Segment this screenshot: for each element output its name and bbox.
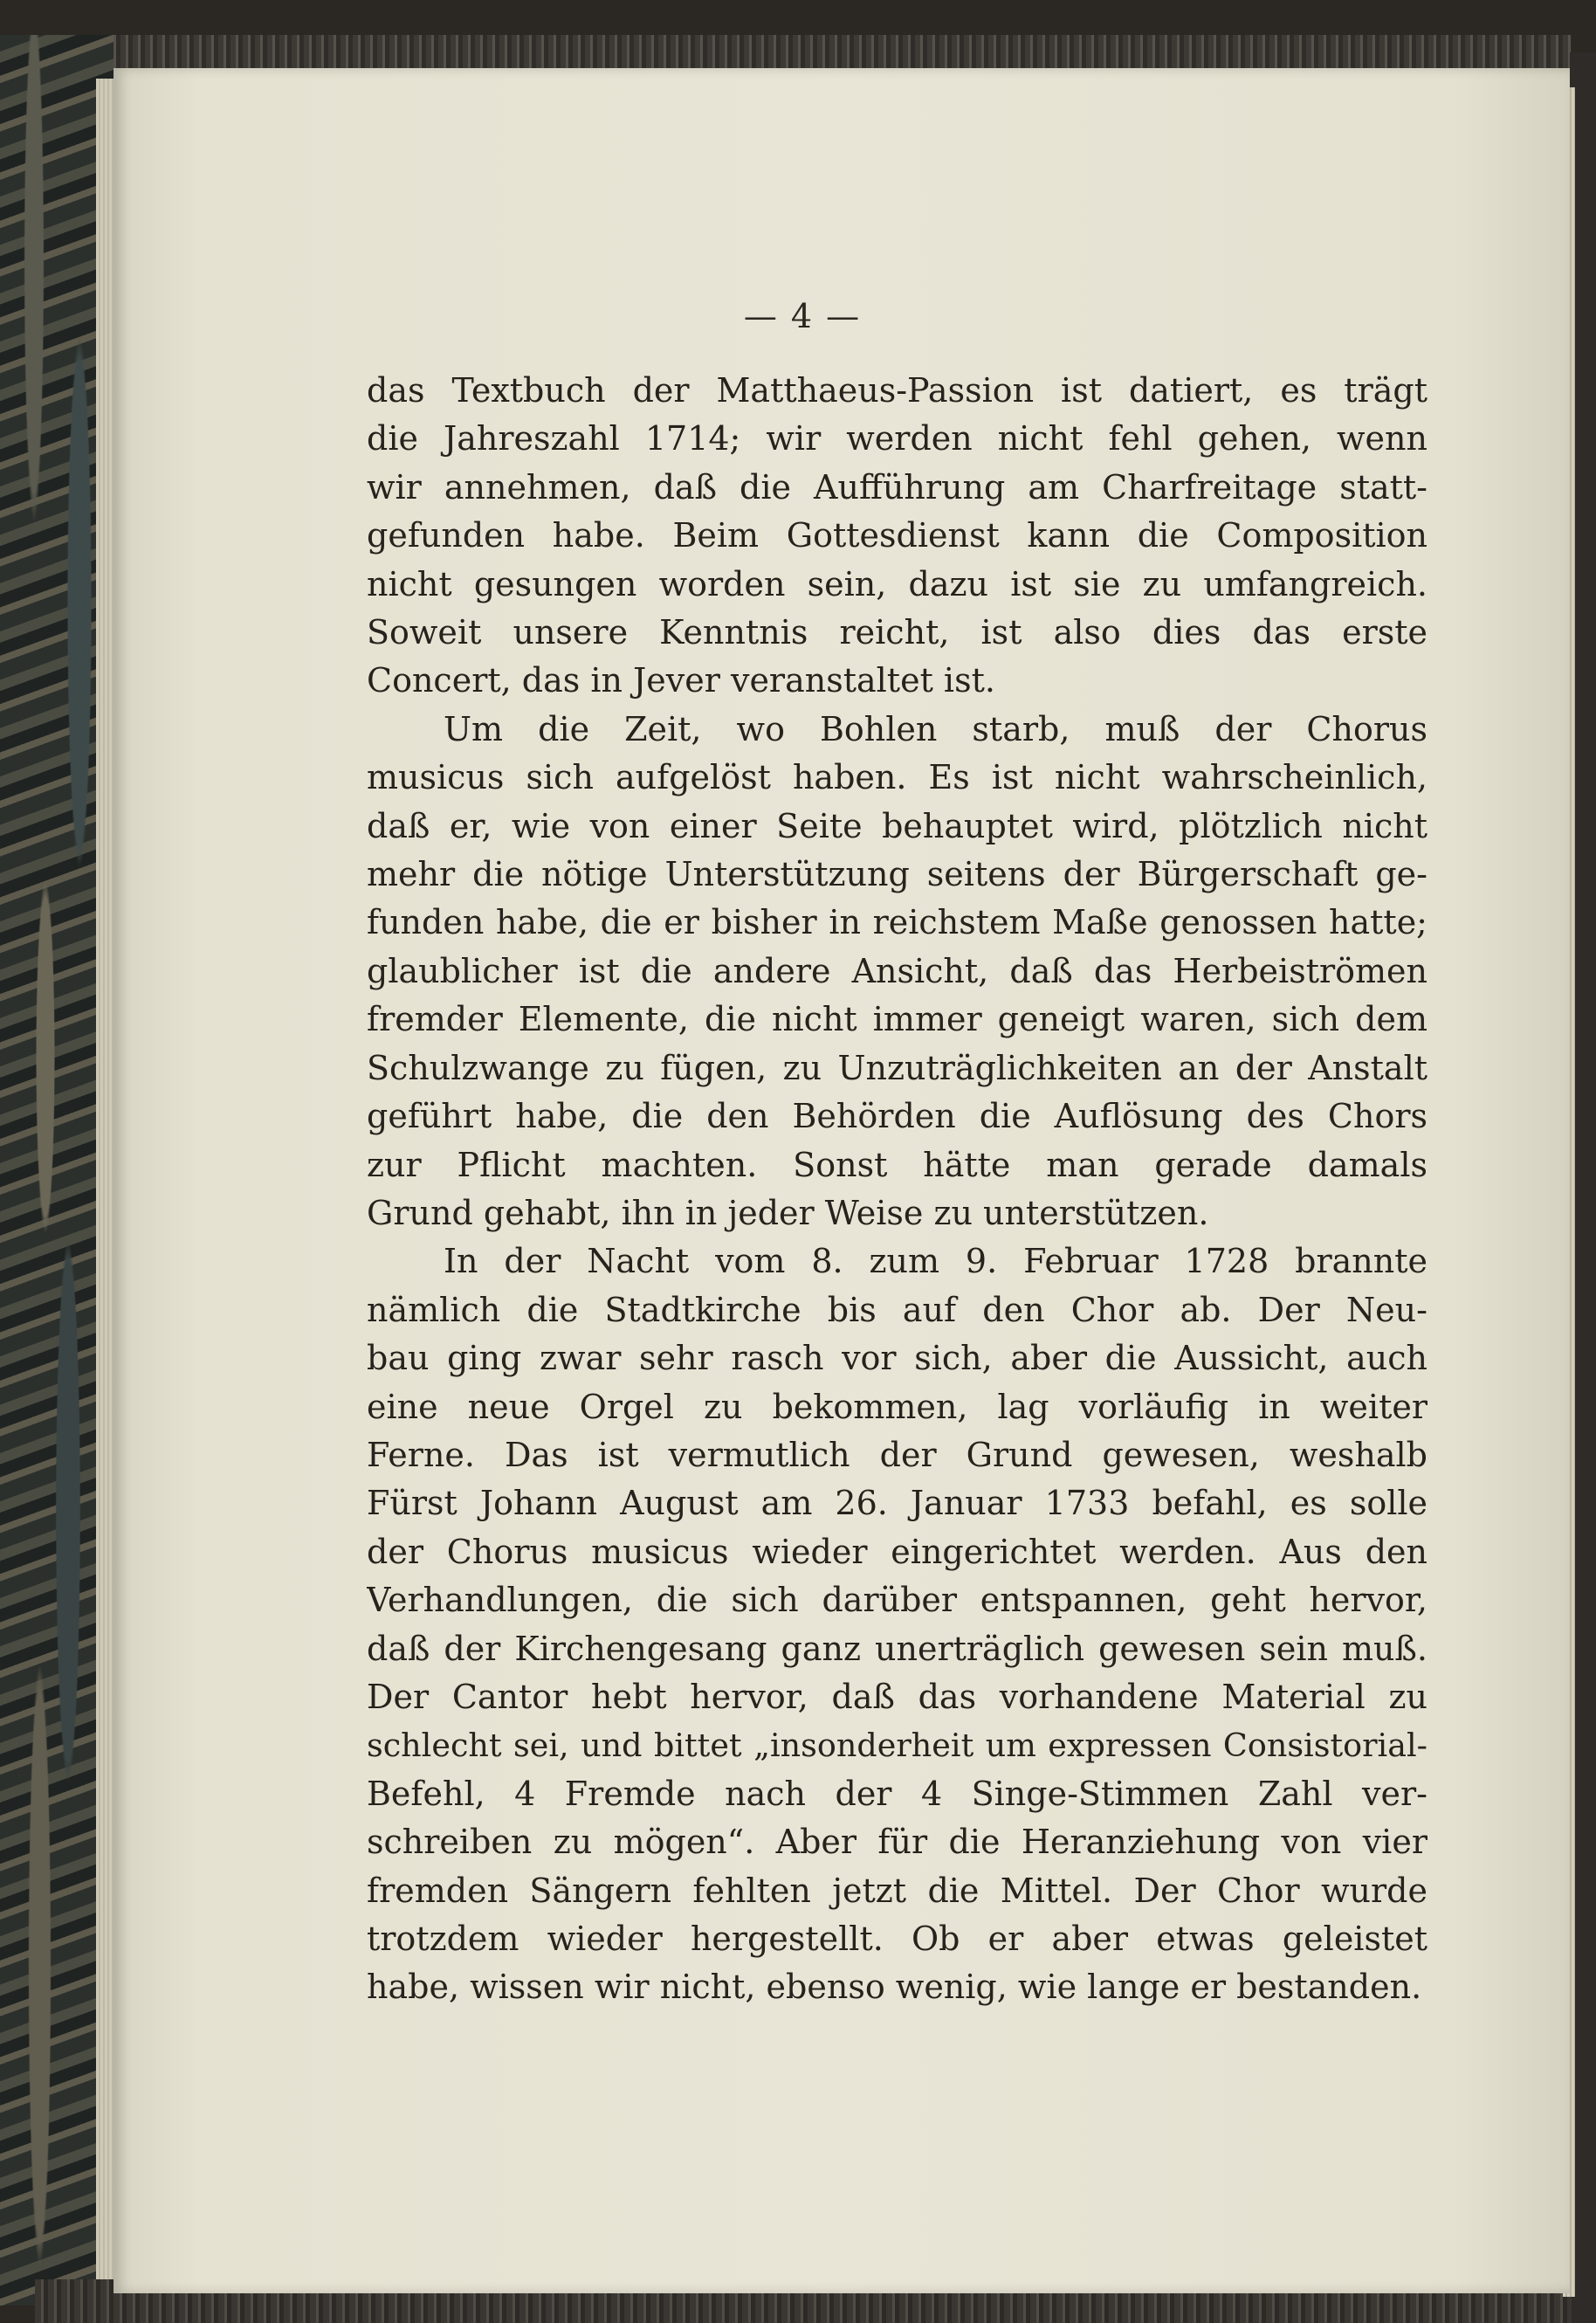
text-line: gefunden habe. Beim Gottesdienst kann die Composition bbox=[367, 516, 1427, 555]
text-line: Grund gehabt, ihn in jeder Weise zu unterstützen. bbox=[367, 1193, 1209, 1232]
text-line: Fürst Johann August am 26. Januar 1733 befahl, es solle bbox=[367, 1484, 1427, 1523]
text-line: glaublicher ist die andere Ansicht, daß das Herbeiströmen bbox=[367, 951, 1427, 990]
text-line: trotzdem wieder hergestellt. Ob er aber etwas geleistet bbox=[367, 1920, 1427, 1958]
text-line: Der Cantor hebt hervor, daß das vorhandene Material zu bbox=[367, 1677, 1427, 1716]
paragraph-1 bbox=[367, 367, 1427, 706]
text-line: nämlich die Stadtkirche bis auf den Chor ab. Der Neu- bbox=[367, 1290, 1427, 1329]
text-line: der Chorus musicus wieder eingerichtet werden. Aus den bbox=[367, 1532, 1427, 1571]
text-line: mehr die nötige Unterstützung seitens der Bürgerschaft ge- bbox=[367, 855, 1427, 894]
text-line: wir annehmen, daß die Aufführung am Charfreitage statt- bbox=[367, 467, 1427, 507]
text-line: nicht gesungen worden sein, dazu ist sie zu umfangreich. bbox=[367, 564, 1427, 603]
text-line: Schulzwange zu fügen, zu Unzuträglichkeiten an der Anstalt bbox=[367, 1048, 1427, 1087]
text-line: Verhandlungen, die sich darüber entspannen, geht hervor, bbox=[367, 1581, 1427, 1620]
text-line: fremder Elemente, die nicht immer geneigt waren, sich dem bbox=[367, 1000, 1427, 1039]
text-line: Ferne. Das ist vermutlich der Grund gewesen, weshalb bbox=[367, 1435, 1427, 1474]
text-line: funden habe, die er bisher in reichstem Maße genossen hatte; bbox=[367, 903, 1427, 942]
text-line: geführt habe, die den Behörden die Auflösung des Chors bbox=[367, 1097, 1427, 1136]
text-line: eine neue Orgel zu bekommen, lag vorläufig in weiter bbox=[367, 1387, 1427, 1426]
page-stack-left-edge bbox=[96, 79, 115, 2279]
text-line: Soweit unsere Kenntnis reicht, ist also dies das erste bbox=[367, 613, 1427, 652]
text-line: Concert, das in Jever veranstaltet ist. bbox=[367, 661, 995, 700]
paragraph-3 bbox=[367, 1237, 1427, 2012]
page-number: — 4 — bbox=[743, 297, 862, 335]
text-line: Um die Zeit, wo Bohlen starb, muß der Chorus bbox=[444, 709, 1427, 748]
body-text bbox=[367, 367, 1427, 2012]
text-line: musicus sich aufgelöst haben. Es ist nicht wahrscheinlich, bbox=[367, 758, 1427, 797]
text-line: Befehl, 4 Fremde nach der 4 Singe-Stimmen Zahl ver- bbox=[367, 1774, 1427, 1813]
text-line: daß der Kirchengesang ganz unerträglich gewesen sein muß. bbox=[367, 1629, 1427, 1668]
text-line: schlecht sei, und bittet „insonderheit um expressen Consistorial- bbox=[367, 1727, 1427, 1765]
text-line: In der Nacht vom 8. zum 9. Februar 1728 brannte bbox=[444, 1242, 1427, 1281]
text-line: das Textbuch der Matthaeus-Passion ist datiert, es trägt bbox=[367, 371, 1427, 410]
text-line: zur Pflicht machten. Sonst hätte man gerade damals bbox=[367, 1145, 1427, 1184]
text-line: daß er, wie von einer Seite behauptet wird, plötzlich nicht bbox=[367, 806, 1427, 845]
text-line: fremden Sängern fehlten jetzt die Mittel. Der Chor wurde bbox=[367, 1871, 1427, 1910]
text-line: bau ging zwar sehr rasch vor sich, aber die Aussicht, auch bbox=[367, 1339, 1427, 1378]
paragraph-2 bbox=[367, 706, 1427, 1237]
text-line: die Jahreszahl 1714; wir werden nicht fehl gehen, wenn bbox=[367, 419, 1427, 458]
text-line: habe, wissen wir nicht, ebenso wenig, wie lange er bestanden. bbox=[367, 1968, 1422, 2007]
text-line: schreiben zu mögen“. Aber für die Heranziehung von vier bbox=[367, 1823, 1427, 1862]
